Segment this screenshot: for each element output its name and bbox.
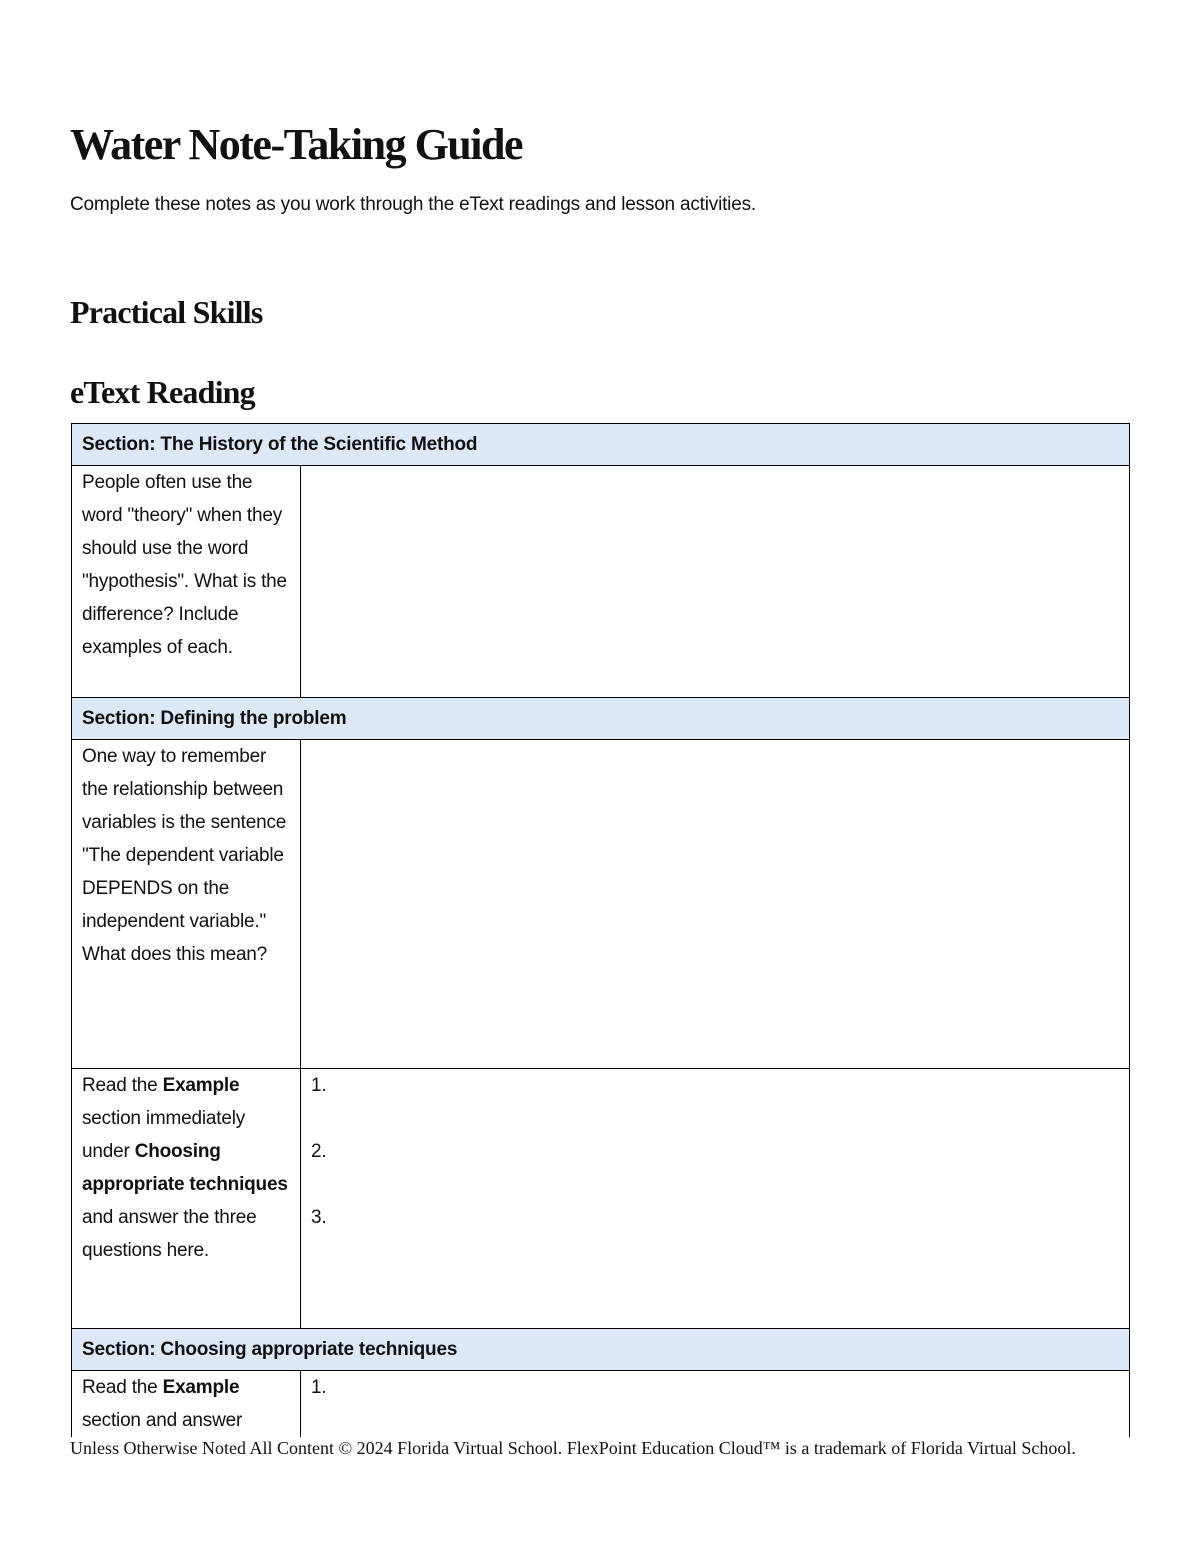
section-header-row xyxy=(72,1329,1130,1371)
prompt-text: and answer the three questions here. xyxy=(82,1207,257,1261)
copyright-footer: Unless Otherwise Noted All Content © 2024 Florida Virtual School. FlexPoint Education Cloud™ is a trademark of Florida Virtual School. xyxy=(70,1438,1076,1458)
answer-cell[interactable] xyxy=(301,740,1130,1069)
prompt-text: Read the xyxy=(82,1377,163,1398)
answer-number: 1. xyxy=(311,1377,327,1398)
prompt-bold-example: Example xyxy=(162,1075,240,1096)
table-row xyxy=(72,740,1130,1069)
question-cell: One way to remember the relationship between variables is the sentence "The dependent variable DEPENDS on the independent variable." What does this mean? xyxy=(72,740,301,1069)
table-row xyxy=(72,1371,1130,1438)
answer-list xyxy=(311,1371,1121,1404)
answer-number: 2. xyxy=(311,1141,327,1162)
heading-etext-reading: eText Reading xyxy=(70,374,255,410)
section-label: Section: Defining the problem xyxy=(72,698,1130,740)
answer-number: 1. xyxy=(311,1075,327,1096)
question-cell xyxy=(72,1069,301,1329)
intro-text: Complete these notes as you work through the eText readings and lesson activities. xyxy=(70,194,756,215)
answer-cell[interactable] xyxy=(301,1069,1130,1329)
answer-cell[interactable] xyxy=(301,1371,1130,1438)
answer-cell[interactable] xyxy=(301,466,1130,698)
section-label: Section: Choosing appropriate techniques xyxy=(72,1329,1130,1371)
answer-list xyxy=(311,1069,1121,1234)
answer-number: 3. xyxy=(311,1207,327,1228)
table-row xyxy=(72,466,1130,698)
section-label: Section: The History of the Scientific Method xyxy=(72,424,1130,466)
notes-table xyxy=(71,423,1130,1437)
prompt-bold-example: Example xyxy=(162,1377,240,1398)
section-header-row xyxy=(72,424,1130,466)
prompt-text: section immediately under xyxy=(82,1108,246,1162)
prompt-bold-technique: Choosing appropriate techniques xyxy=(82,1141,288,1195)
table-row xyxy=(72,1069,1130,1329)
page-title: Water Note-Taking Guide xyxy=(70,120,522,169)
prompt-text: Read the xyxy=(82,1075,163,1096)
question-cell xyxy=(72,1371,301,1438)
prompt-text: section and answer xyxy=(82,1410,243,1431)
heading-practical-skills: Practical Skills xyxy=(70,294,263,330)
section-header-row xyxy=(72,698,1130,740)
question-cell: People often use the word "theory" when they should use the word "hypothesis". What is the difference? Include examples of each. xyxy=(72,466,301,698)
